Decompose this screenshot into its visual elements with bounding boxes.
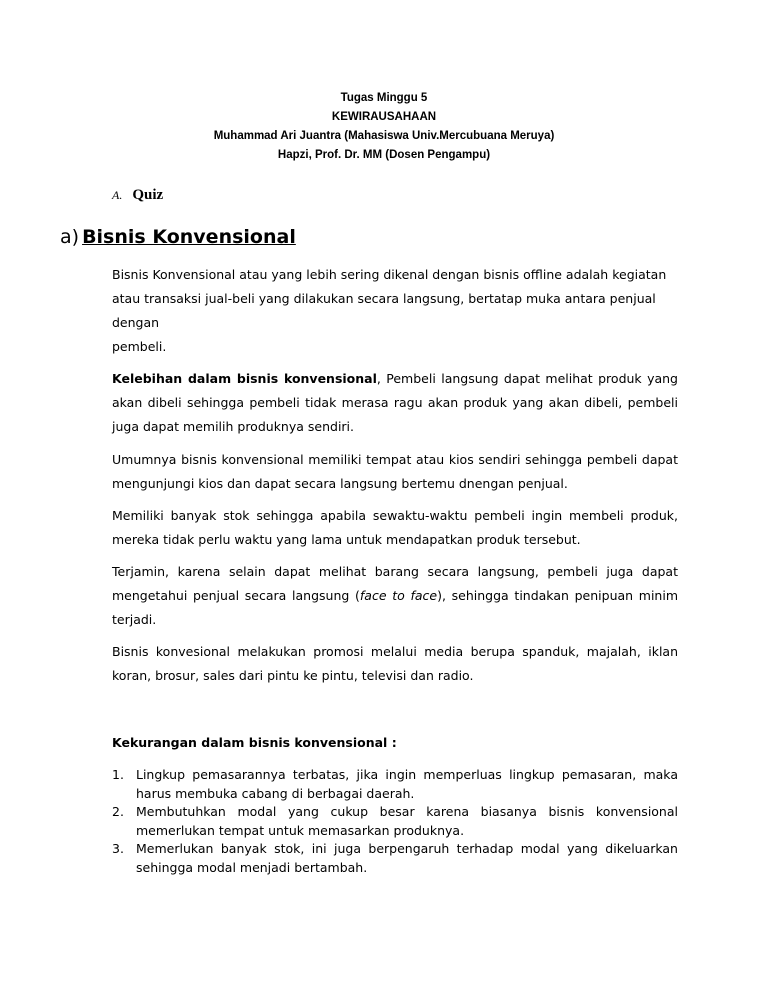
kekurangan-heading: Kekurangan dalam bisnis konvensional : [112, 735, 397, 750]
heading-title: Bisnis Konvensional [82, 226, 296, 248]
terjamin-pre: Terjamin, karena selain dapat melihat barang secara langsung, pembeli juga dapat mengetahui penjual secara langsung ( [112, 564, 678, 603]
section-a-marker: A. [112, 188, 123, 202]
list-item [112, 766, 678, 803]
intro-line: atau transaksi jual-beli yang dilakukan secara langsung, bertatap muka antara penjual [112, 291, 656, 306]
terjamin-italic: face to face [359, 588, 438, 603]
list-item-text: Membutuhkan modal yang cukup besar karena biasanya bisnis konvensional memerlukan tempat untuk memasarkan produknya. [136, 804, 678, 838]
list-item-text: Lingkup pemasarannya terbatas, jika ingin memperluas lingkup pemasaran, maka harus membuka cabang di berbagai daerah. [136, 767, 678, 801]
list-item-number: 2. [112, 804, 124, 819]
stok-paragraph: Memiliki banyak stok sehingga apabila sewaktu-waktu pembeli ingin membeli produk, mereka tidak perlu waktu yang lama untuk mendapatkan produk tersebut. [112, 508, 678, 547]
section-a [112, 186, 163, 204]
intro-paragraph [112, 263, 678, 359]
course-title: KEWIRAUSAHAAN [331, 111, 437, 123]
list-item-number: 1. [112, 767, 124, 782]
intro-line: dengan [112, 315, 160, 330]
list-item [112, 840, 678, 877]
terjamin-paragraph [112, 560, 678, 632]
heading-label: a) [60, 226, 80, 248]
kelebihan-paragraph [112, 367, 678, 439]
section-heading [60, 226, 296, 248]
document-header [0, 89, 768, 165]
kekurangan-list [112, 766, 678, 877]
promosi-paragraph: Bisnis konvesional melakukan promosi melalui media berupa spanduk, majalah, iklan koran, brosur, sales dari pintu ke pintu, televisi dan radio. [112, 644, 678, 683]
umumnya-paragraph: Umumnya bisnis konvensional memiliki tempat atau kios sendiri sehingga pembeli dapat mengunjungi kios dan dapat secara langsung bertemu dnengan penjual. [112, 452, 678, 491]
list-item-text: Memerlukan banyak stok, ini juga berpengaruh terhadap modal yang dikeluarkan sehingga modal menjadi bertambah. [136, 841, 678, 875]
kelebihan-text: , Pembeli langsung dapat melihat produk yang akan dibeli sehingga pembeli tidak merasa ragu akan produk yang akan dibeli, pembeli juga dapat memilih produknya sendiri. [112, 371, 678, 434]
list-item [112, 803, 678, 840]
section-a-title: Quiz [132, 187, 164, 203]
list-item-number: 3. [112, 841, 124, 856]
intro-line: pembeli. [112, 339, 167, 354]
kelebihan-lead: Kelebihan dalam bisnis konvensional [112, 371, 377, 386]
terjamin-post: ), sehingga tindakan penipuan minim terjadi. [112, 588, 679, 627]
assignment-title: Tugas Minggu 5 [340, 92, 428, 104]
student-name: Muhammad Ari Juantra (Mahasiswa Univ.Mercubuana Meruya) [213, 130, 555, 142]
intro-line: Bisnis Konvensional atau yang lebih sering dikenal dengan bisnis offline adalah kegiatan [112, 267, 667, 282]
lecturer-name: Hapzi, Prof. Dr. MM (Dosen Pengampu) [277, 149, 491, 161]
